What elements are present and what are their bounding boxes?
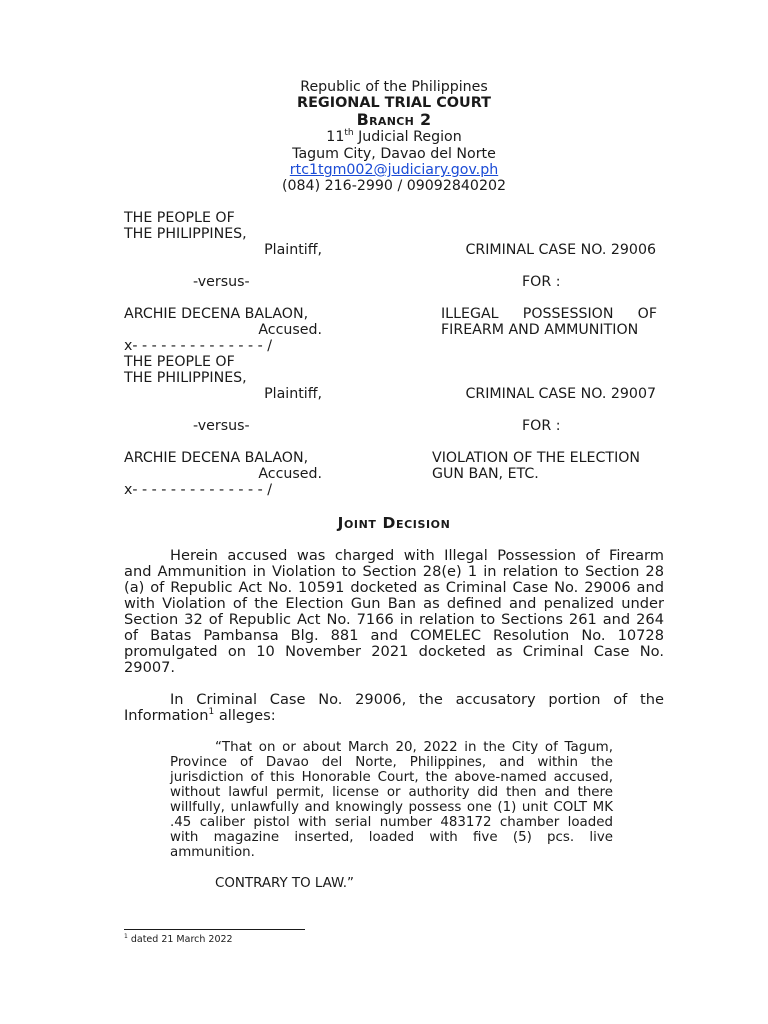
header-court-name: REGIONAL TRIAL COURT bbox=[297, 95, 491, 111]
footnote-ref[interactable]: 1 bbox=[208, 707, 215, 717]
quote-line: without lawful permit, license or authority did then and there bbox=[170, 785, 613, 800]
case2-separator: x- - - - - - - - - - - - - - / bbox=[124, 482, 272, 498]
quote-line: Province of Davao del Norte, Philippines, and within the bbox=[170, 755, 613, 770]
email-link[interactable]: rtc1tgm002@judiciary.gov.ph bbox=[289, 162, 499, 178]
case1-separator: x- - - - - - - - - - - - - - / bbox=[124, 338, 272, 354]
case1-plaintiff-line1: THE PEOPLE OF bbox=[124, 210, 235, 226]
quote-line: jurisdiction of this Honorable Court, the above-named accused, bbox=[170, 770, 613, 785]
header-phone: (084) 216-2990 / 09092840202 bbox=[281, 178, 507, 194]
para1-line: 29007. bbox=[124, 659, 176, 676]
contrary-to-law: CONTRARY TO LAW.” bbox=[215, 876, 354, 891]
header-city: Tagum City, Davao del Norte bbox=[292, 146, 496, 162]
para1-line: Section 32 of Republic Act No. 7166 in relation to Sections 261 and 264 bbox=[124, 611, 664, 628]
header-email-line bbox=[0, 162, 768, 178]
case1-charge-line2: FIREARM AND AMMUNITION bbox=[441, 322, 639, 338]
case1-for-label: FOR : bbox=[522, 274, 561, 290]
case2-accused-name: ARCHIE DECENA BALAON, bbox=[124, 450, 309, 466]
para1-line: promulgated on 10 November 2021 docketed as Criminal Case No. bbox=[124, 643, 664, 660]
case1-accused-name: ARCHIE DECENA BALAON, bbox=[124, 306, 309, 322]
case2-plaintiff-role: Plaintiff, bbox=[264, 386, 322, 402]
header-republic: Republic of the Philippines bbox=[300, 79, 488, 95]
quote-line: ammunition. bbox=[170, 845, 255, 860]
case2-for-label: FOR : bbox=[522, 418, 561, 434]
case1-plaintiff-line2: THE PHILIPPINES, bbox=[124, 226, 247, 242]
case2-accused-role: Accused. bbox=[258, 466, 322, 482]
case2-plaintiff-line1: THE PEOPLE OF bbox=[124, 354, 235, 370]
quote-line: .45 caliber pistol with serial number 483172 chamber loaded bbox=[170, 815, 613, 830]
case2-plaintiff-line2: THE PHILIPPINES, bbox=[124, 370, 247, 386]
para1-line: Herein accused was charged with Illegal Possession of Firearm bbox=[170, 547, 664, 564]
case1-charge-line1: ILLEGAL POSSESSION OF bbox=[441, 306, 657, 322]
footnote-text: dated 21 March 2022 bbox=[127, 934, 233, 945]
para1-line: (a) of Republic Act No. 10591 docketed as Criminal Case No. 29006 and bbox=[124, 579, 664, 596]
footnote-mark: 1 bbox=[124, 933, 128, 940]
footnote-rule bbox=[124, 929, 305, 930]
header-branch: Branch 2 bbox=[356, 110, 432, 129]
para2-line2: Information$^1$ alleges: bbox=[124, 707, 276, 724]
case2-charge-line1: VIOLATION OF THE ELECTION bbox=[432, 450, 641, 466]
para2-line1: In Criminal Case No. 29006, the accusatory portion of the bbox=[170, 691, 664, 708]
case1-plaintiff-role: Plaintiff, bbox=[264, 242, 322, 258]
footnote bbox=[124, 934, 233, 945]
quote-line: with magazine inserted, loaded with five (5) pcs. live bbox=[170, 830, 613, 845]
para1-line: of Batas Pambansa Blg. 881 and COMELEC Resolution No. 10728 bbox=[124, 627, 664, 644]
para1-line: and Ammunition in Violation to Section 28(e) 1 in relation to Section 28 bbox=[124, 563, 664, 580]
para1-line: with Violation of the Election Gun Ban as defined and penalized under bbox=[124, 595, 664, 612]
decision-title: Joint Decision bbox=[337, 514, 451, 532]
header-region: 11th Judicial Region bbox=[326, 128, 462, 145]
case2-case-number: CRIMINAL CASE NO. 29007 bbox=[465, 386, 656, 402]
quote-line: willfully, unlawfully and knowingly possess one (1) unit COLT MK bbox=[170, 800, 613, 815]
case1-accused-role: Accused. bbox=[258, 322, 322, 338]
quote-line: “That on or about March 20, 2022 in the City of Tagum, bbox=[215, 740, 613, 755]
case1-case-number: CRIMINAL CASE NO. 29006 bbox=[465, 242, 656, 258]
case1-versus: -versus- bbox=[193, 274, 250, 290]
case2-versus: -versus- bbox=[193, 418, 250, 434]
case2-charge-line2: GUN BAN, ETC. bbox=[432, 466, 539, 482]
